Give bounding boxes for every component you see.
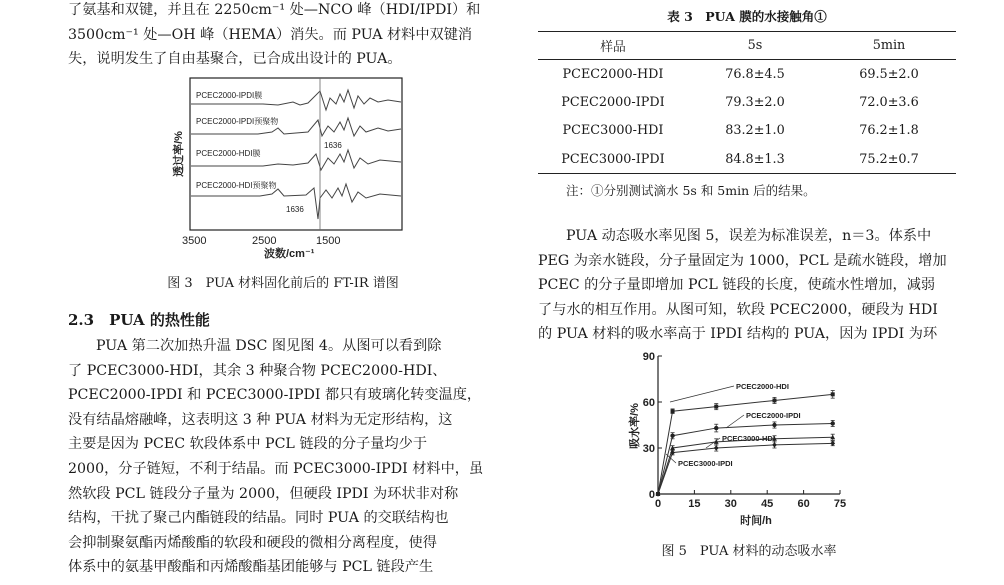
- ftir-curve-label: PCEC2000-HDI膜: [196, 149, 261, 158]
- table-3: [538, 31, 956, 174]
- body-line: 的 PUA 材料的吸水率高于 IPDI 结构的 PUA，因为 IPDI 为环: [538, 326, 938, 343]
- table-3-grid: [538, 31, 956, 174]
- table-row: [538, 60, 956, 89]
- intro-line: 了氨基和双键，并且在 2250cm⁻¹ 处—NCO 峰（HDI/IPDI）和: [68, 2, 481, 18]
- body-line: 主要是因为 PCEC 软段体系中 PCL 链段的分子量均少于: [68, 436, 428, 453]
- ftir-tick: 3500: [182, 235, 207, 247]
- data-point: [714, 426, 718, 430]
- water-absorption-chart: [626, 346, 876, 528]
- chart-ticks: [643, 351, 846, 510]
- body-line: PCEC 的分子量即增加 PCL 链段的长度，使疏水性增加，减弱: [538, 277, 936, 294]
- table-header: 5s: [747, 38, 763, 53]
- data-point: [714, 405, 718, 409]
- intro-line: 失，说明发生了自由基聚合，已合成出设计的 PUA。: [68, 51, 402, 68]
- table-cell: PCEC2000-IPDI: [561, 94, 665, 110]
- series-label: PCEC3000-HDI: [722, 434, 775, 443]
- body-line: PCEC2000-IPDI 和 PCEC3000-IPDI 都只有玻璃化转变温度，: [68, 387, 482, 404]
- ftir-curve-label: PCEC2000-IPDI预聚物: [196, 117, 279, 126]
- body-line: 结构，干扰了聚己内酯链段的结晶。同时 PUA 的交联结构也: [68, 510, 449, 527]
- data-point: [830, 441, 835, 446]
- table-row: [538, 145, 956, 174]
- table-header-row: [538, 32, 956, 60]
- ftir-xlabel: 波数/cm⁻¹: [264, 248, 315, 260]
- table-cell: 72.0±3.6: [859, 94, 919, 110]
- table-header: 5min: [872, 38, 906, 53]
- ftir-annotation: 1636: [286, 205, 304, 214]
- table-header: 样品: [600, 40, 626, 55]
- data-point: [671, 409, 675, 413]
- table-cell: 83.2±1.0: [725, 123, 785, 139]
- body-line: 没有结晶熔融峰，这表明这 3 种 PUA 材料为无定形结构，这: [68, 411, 453, 428]
- figure-5-caption: 图 5 PUA 材料的动态吸水率: [661, 544, 837, 559]
- right-body-paragraph: [538, 224, 960, 347]
- table-row: [538, 88, 956, 117]
- ftir-chart: [168, 74, 468, 264]
- figure-3: [168, 74, 468, 268]
- table-cell: PCEC3000-HDI: [562, 123, 664, 139]
- ftir-x-ticks: [182, 235, 340, 247]
- intro-paragraph: [68, 0, 498, 72]
- ftir-ylabel: 透过率/%: [173, 131, 185, 177]
- data-point: [831, 392, 835, 396]
- ftir-curve-label: PCEC2000-HDI预聚物: [196, 181, 277, 190]
- body-line: PUA 第二次加热升温 DSC 图见图 4。从图可以看到除: [96, 338, 442, 354]
- table-cell: PCEC2000-HDI: [562, 66, 664, 82]
- label-leader: [670, 386, 734, 402]
- table-3-title: 表 3 PUA 膜的水接触角①: [667, 9, 827, 24]
- series-label: PCEC3000-IPDI: [678, 459, 733, 468]
- data-point: [772, 423, 776, 427]
- chart-ylabel: 吸水率/%: [629, 403, 641, 449]
- chart-xlabel: 时间/h: [740, 515, 772, 527]
- ftir-annotation: 1636: [324, 141, 342, 150]
- body-paragraph: [68, 334, 498, 580]
- table-3-note: 注：①分别测试滴水 5s 和 5min 后的结果。: [566, 183, 816, 198]
- body-line: PUA 动态吸水率见图 5，误差为标准误差，n＝3。体系中: [566, 228, 932, 244]
- chart-series: [656, 391, 836, 497]
- data-point: [772, 398, 776, 402]
- x-tick-label: 45: [761, 498, 774, 510]
- table-cell: 76.2±1.8: [859, 123, 919, 139]
- intro-line: 3500cm⁻¹ 处—OH 峰（HEMA）消失。而 PUA 材料中双键消: [68, 26, 473, 43]
- chart-axes: [658, 356, 840, 494]
- body-line: 会抑制聚氨酯丙烯酸酯的软段和硬段的微相分离程度，使得: [68, 534, 437, 551]
- body-line: 体系中的氨基甲酸酯和丙烯酸酯基团能够与 PCL 链段产生: [68, 559, 434, 576]
- table-row: [538, 117, 956, 146]
- x-tick-label: 0: [654, 498, 662, 510]
- y-tick-label: 30: [642, 443, 655, 455]
- y-tick-label: 0: [648, 489, 655, 501]
- ftir-tick: 1500: [316, 235, 341, 247]
- series-line: [658, 443, 833, 494]
- body-line: PEG 为亲水链段，分子量固定为 1000，PCL 是疏水链段，增加: [538, 252, 947, 269]
- table-cell: 75.2±0.7: [859, 151, 919, 167]
- x-tick-label: 30: [724, 498, 737, 510]
- y-tick-label: 90: [642, 351, 655, 363]
- table-cell: 79.3±2.0: [725, 94, 785, 110]
- series-label: PCEC2000-IPDI: [746, 411, 801, 420]
- table-cell: PCEC3000-IPDI: [561, 151, 665, 167]
- section-title: 2.3 PUA 的热性能: [68, 311, 210, 329]
- x-tick-label: 75: [833, 498, 847, 510]
- x-tick-label: 60: [797, 498, 810, 510]
- body-line: 然软段 PCL 链段分子量为 2000，但硬段 IPDI 为环状非对称: [68, 485, 459, 502]
- table-cell: 76.8±4.5: [725, 66, 785, 82]
- x-tick-label: 15: [688, 498, 701, 510]
- data-point: [670, 434, 674, 438]
- data-point: [831, 421, 835, 425]
- data-point: [772, 442, 777, 447]
- body-line: 2000，分子链短，不利于结晶。而 PCEC3000-IPDI 材料中，虽: [68, 460, 484, 477]
- data-point: [714, 445, 719, 450]
- ftir-curve-label: PCEC2000-IPDI膜: [196, 91, 263, 100]
- figure-3-caption: 图 3 PUA 材料固化前后的 FT-IR 谱图: [167, 276, 399, 291]
- label-leader: [666, 454, 676, 463]
- figure-5: [626, 346, 876, 532]
- series-label: PCEC2000-HDI: [736, 382, 789, 391]
- table-cell: 84.8±1.3: [725, 151, 785, 167]
- body-line: 了与水的相互作用。从图可知，软段 PCEC2000，硬段为 HDI: [538, 301, 938, 318]
- ftir-tick: 2500: [252, 235, 277, 247]
- y-tick-label: 60: [642, 397, 655, 409]
- label-leader: [726, 415, 744, 428]
- table-cell: 69.5±2.0: [859, 66, 919, 82]
- body-line: 了 PCEC3000-HDI，其余 3 种聚合物 PCEC2000-HDI、: [68, 362, 447, 379]
